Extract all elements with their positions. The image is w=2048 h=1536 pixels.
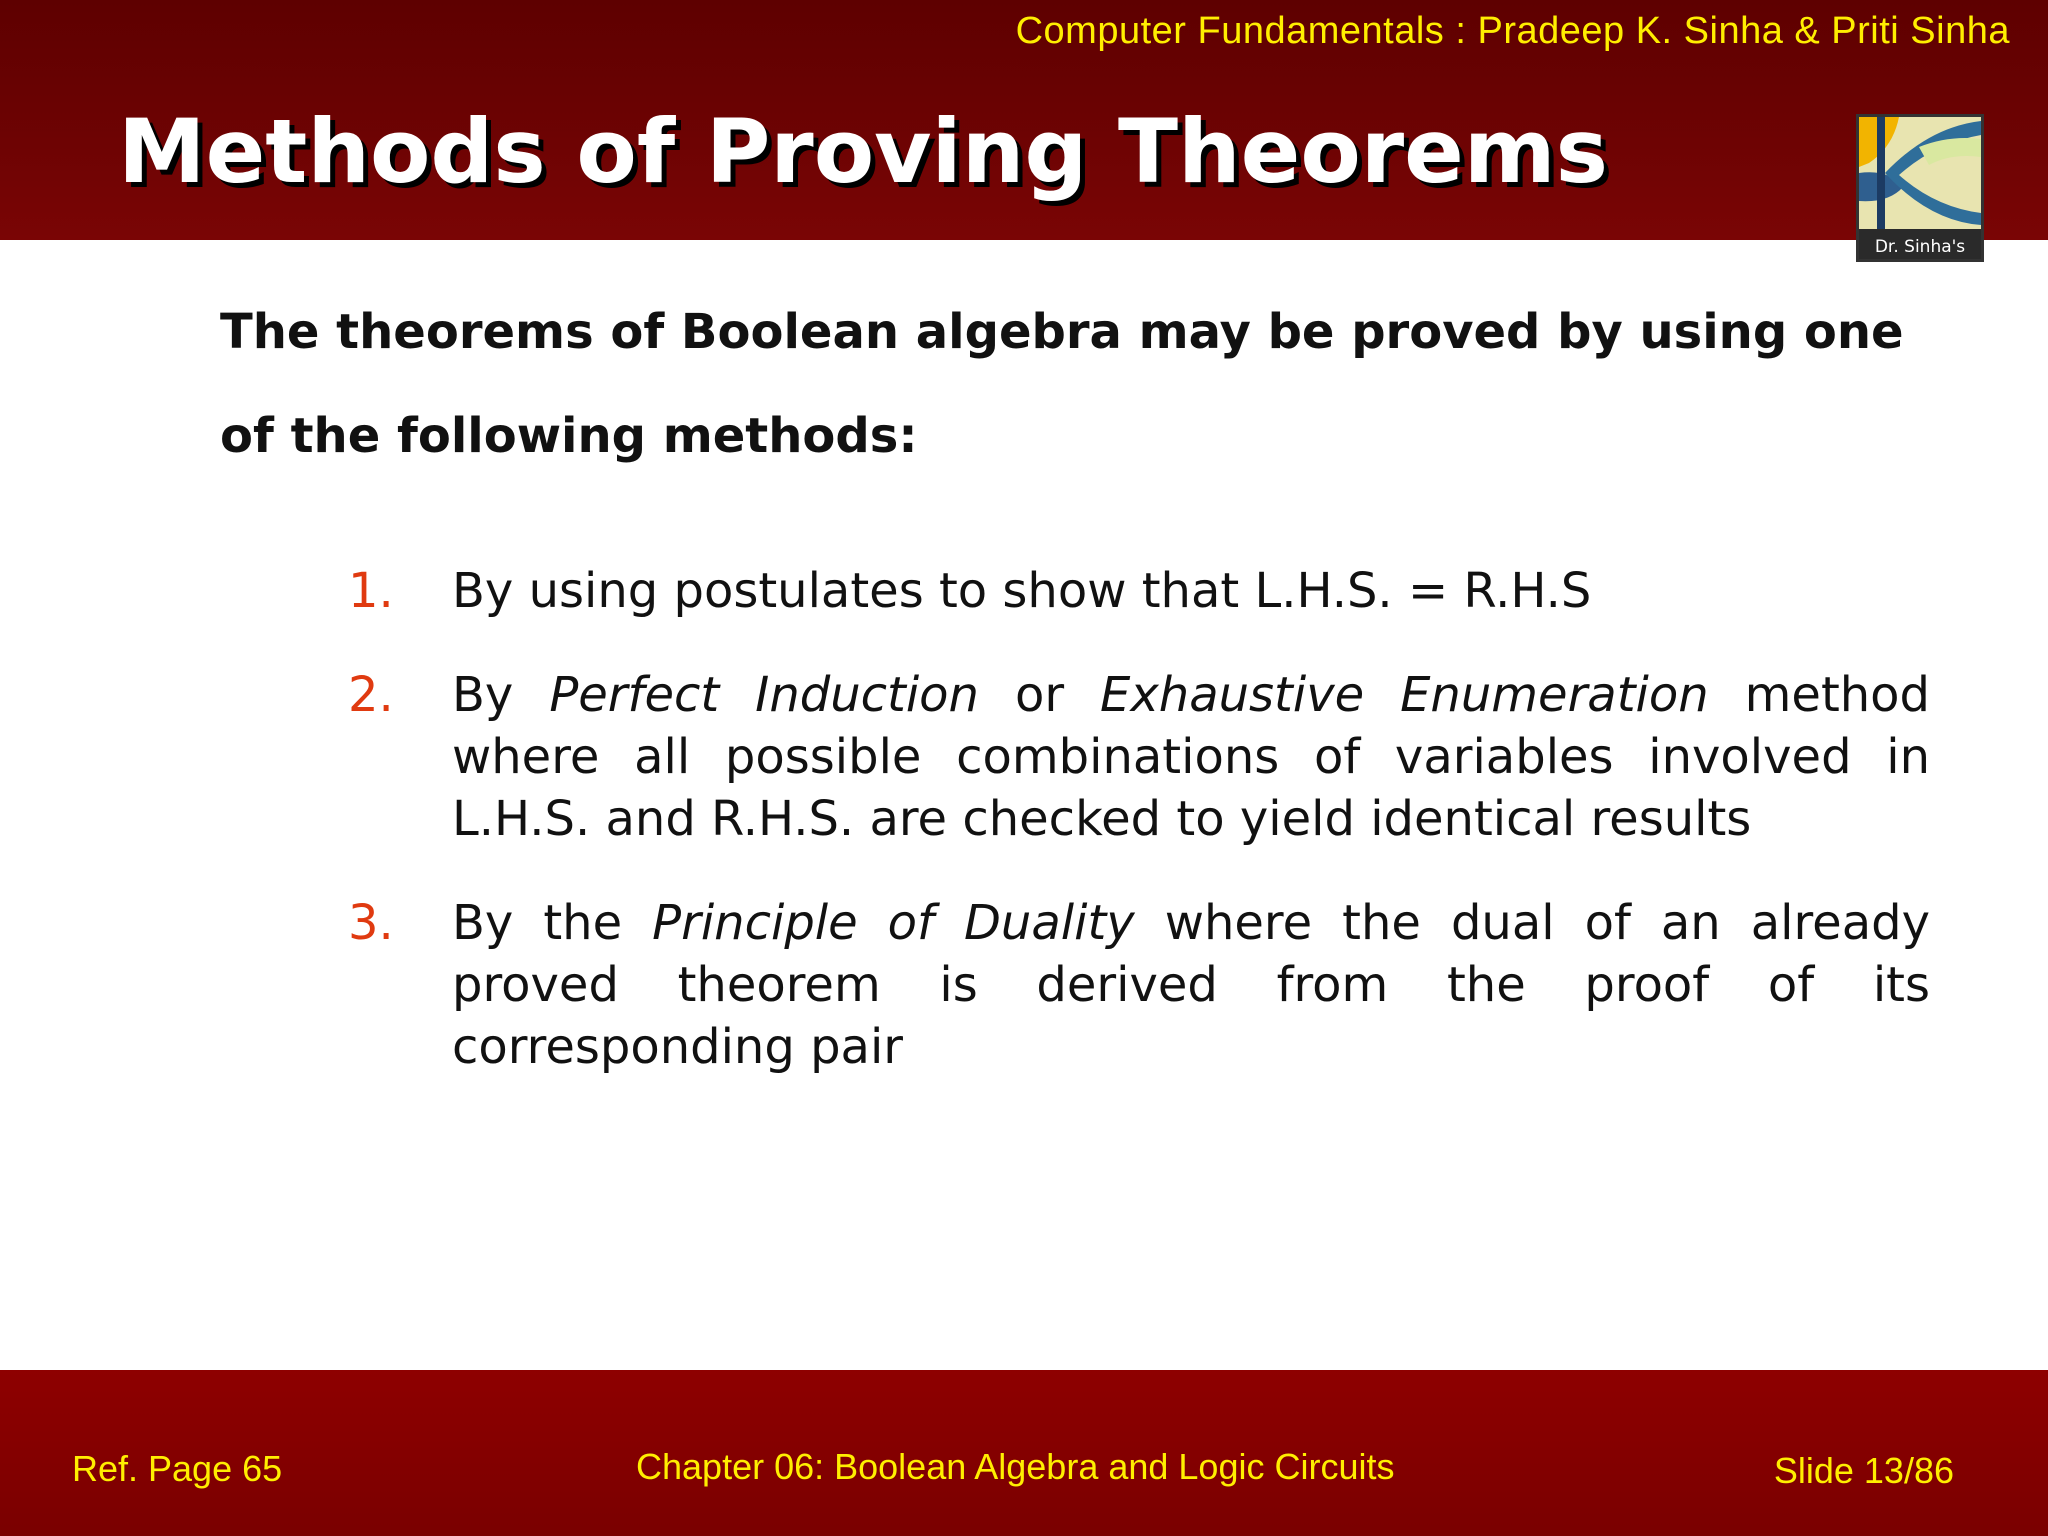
- method-text-part: method where all possible combinations of variables involved in L.H.S. and R.H.S. are checked to yield identical results: [452, 667, 1931, 847]
- methods-list: [348, 560, 1930, 1120]
- method-text: [452, 560, 1930, 622]
- list-item: [348, 560, 1930, 622]
- slide-footer: [0, 1370, 2048, 1536]
- method-text-part: By using postulates to show that L.H.S. = R.H.S: [452, 563, 1592, 619]
- logo-caption: Dr. Sinha's: [1874, 237, 1966, 257]
- method-text-part: By: [452, 667, 550, 723]
- method-text: [452, 892, 1930, 1078]
- list-item: [348, 892, 1930, 1078]
- list-number: 2.: [348, 667, 394, 723]
- method-text-part: where the dual of an already proved theorem is derived from the proof of its corresponding pair: [452, 895, 1930, 1075]
- ref-page: Ref. Page 65: [72, 1448, 283, 1489]
- list-number: 1.: [348, 563, 394, 619]
- method-text-part: By the: [452, 895, 653, 951]
- list-item: [348, 664, 1930, 850]
- method-text: [452, 664, 1930, 850]
- method-term: Exhaustive Enumeration: [1100, 667, 1709, 723]
- method-term: Principle of Duality: [652, 895, 1135, 951]
- slide-number: Slide 13/86: [1773, 1450, 1954, 1491]
- slide-header: [0, 0, 2048, 240]
- chapter-title: Chapter 06: Boolean Algebra and Logic Circuits: [636, 1446, 1395, 1487]
- book-title: Computer Fundamentals : Pradeep K. Sinha & Priti Sinha: [1015, 10, 2010, 52]
- author-logo: [1856, 114, 1984, 262]
- intro-paragraph: The theorems of Boolean algebra may be proved by using one of the following methods:: [220, 304, 1904, 464]
- slide-title: Methods of Proving Theorems: [118, 100, 1608, 203]
- logo-emblem-icon: [1859, 117, 1981, 229]
- list-number: 3.: [348, 895, 394, 951]
- method-term: Perfect Induction: [549, 667, 979, 723]
- method-text-part: or: [978, 667, 1101, 723]
